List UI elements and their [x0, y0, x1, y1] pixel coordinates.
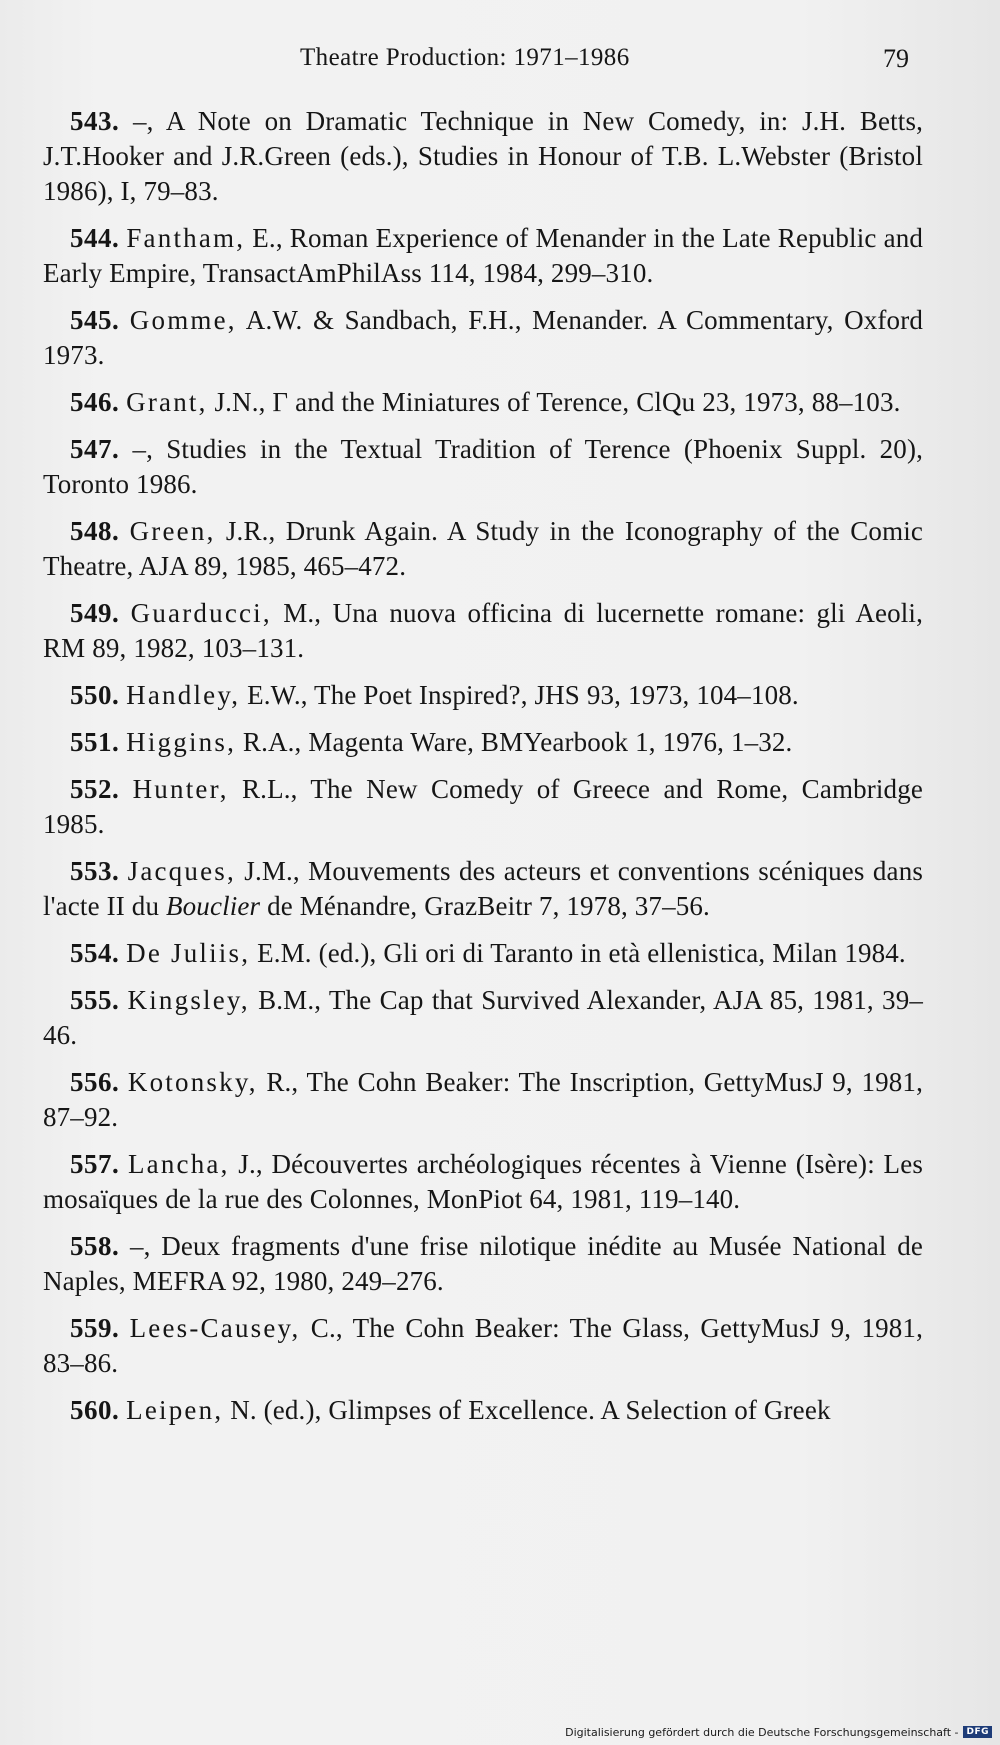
bibliography-entry	[43, 772, 923, 842]
entry-text: E., Roman Experience of Menander in the Late Republic and Early Empire, TransactAmPhilAss 114, 1984, 299–310.	[43, 223, 924, 288]
entry-author: Kotonsky,	[127, 1067, 258, 1097]
digitization-footer	[565, 1723, 992, 1741]
entry-author: Jacques,	[127, 856, 236, 886]
entry-author: Handley,	[126, 680, 241, 710]
entry-number: 550.	[70, 680, 120, 710]
entry-text: C., The Cohn Beaker: The Glass, GettyMusJ 9, 1981, 83–86.	[43, 1313, 923, 1378]
entry-text: A.W. & Sandbach, F.H., Menander. A Commentary, Oxford 1973.	[43, 305, 923, 370]
entry-number: 557.	[70, 1149, 120, 1179]
entry-number: 554.	[70, 938, 120, 968]
bibliography-entry	[43, 1229, 923, 1299]
entry-text: R.A., Magenta Ware, BMYearbook 1, 1976, 1–32.	[242, 727, 793, 757]
entry-author: Lancha,	[127, 1149, 230, 1179]
entry-text-continued: de Ménandre, GrazBeitr 7, 1978, 37–56.	[267, 891, 710, 921]
dfg-logo-icon: DFG	[963, 1726, 992, 1738]
entry-italic-title: Bouclier	[166, 891, 261, 921]
entry-text: J.M., Mouvements des acteurs et conventions scéniques dans l'acte II du	[43, 856, 923, 921]
page-number: 79	[883, 44, 909, 73]
entry-number: 559.	[70, 1313, 120, 1343]
entry-number: 560.	[70, 1395, 120, 1425]
running-title: Theatre Production: 1971–1986	[300, 44, 630, 71]
entry-text: J.R., Drunk Again. A Study in the Iconography of the Comic Theatre, AJA 89, 1985, 465–472.	[43, 516, 924, 581]
entry-number: 545.	[70, 305, 120, 335]
bibliography-entry	[43, 983, 923, 1053]
bibliography-entry	[43, 596, 923, 666]
entry-text: –, Studies in the Textual Tradition of Terence (Phoenix Suppl. 20), Toronto 1986.	[43, 434, 923, 499]
entry-number: 558.	[70, 1231, 120, 1261]
entry-author: Hunter,	[132, 774, 229, 804]
bibliography-entry	[43, 678, 923, 713]
bibliography-entry	[43, 303, 923, 373]
entry-author: Green,	[129, 516, 216, 546]
bibliography-entry	[43, 1065, 923, 1135]
bibliography-entry	[43, 936, 923, 971]
entry-author: Lees-Causey,	[129, 1313, 301, 1343]
entry-text: E.W., The Poet Inspired?, JHS 93, 1973, 104–108.	[247, 680, 799, 710]
entry-text: N. (ed.), Glimpses of Excellence. A Selection of Greek	[230, 1395, 831, 1425]
entry-number: 546.	[70, 387, 120, 417]
bibliography-entry	[43, 725, 923, 760]
entry-author: Fantham,	[126, 223, 246, 253]
entry-number: 544.	[70, 223, 120, 253]
entry-text: J.N., Γ and the Miniatures of Terence, ClQu 23, 1973, 88–103.	[214, 387, 901, 417]
entry-number: 549.	[70, 598, 120, 628]
entry-text: R., The Cohn Beaker: The Inscription, GettyMusJ 9, 1981, 87–92.	[43, 1067, 923, 1132]
entry-text: B.M., The Cap that Survived Alexander, AJA 85, 1981, 39–46.	[43, 985, 923, 1050]
entry-number: 547.	[70, 434, 120, 464]
entry-text: J., Découvertes archéologiques récentes à Vienne (Isère): Les mosaïques de la rue des Colonnes, MonPiot 64, 1981, 119–140.	[43, 1149, 923, 1214]
entry-number: 553.	[70, 856, 120, 886]
entry-text: –, A Note on Dramatic Technique in New Comedy, in: J.H. Betts, J.T.Hooker and J.R.Green (eds.), Studies in Honour of T.B. L.Webster (Bristol 1986), I, 79–83.	[43, 106, 923, 206]
entry-author: Guarducci,	[130, 598, 272, 628]
bibliography-entry	[43, 385, 923, 420]
entry-number: 555.	[70, 985, 120, 1015]
entry-author: Higgins,	[126, 727, 237, 757]
entry-number: 556.	[70, 1067, 120, 1097]
entry-number: 543.	[70, 106, 120, 136]
entry-text: R.L., The New Comedy of Greece and Rome, Cambridge 1985.	[43, 774, 923, 839]
running-head	[0, 44, 1000, 84]
entry-number: 551.	[70, 727, 120, 757]
bibliography-entry	[43, 1147, 923, 1217]
entry-text: –, Deux fragments d'une frise nilotique inédite au Musée National de Naples, MEFRA 92, 1980, 249–276.	[43, 1231, 923, 1296]
bibliography-entry	[43, 514, 923, 584]
entry-author: Grant,	[126, 387, 208, 417]
entry-author: Leipen,	[126, 1395, 224, 1425]
bibliography-entry	[43, 1393, 923, 1428]
bibliography-entry	[43, 221, 923, 291]
footer-credit: Digitalisierung gefördert durch die Deutsche Forschungsgemeinschaft -	[565, 1725, 959, 1739]
entry-text: M., Una nuova officina di lucernette romane: gli Aeoli, RM 89, 1982, 103–131.	[43, 598, 923, 663]
bibliography-entry	[43, 854, 923, 924]
bibliography-entry	[43, 104, 923, 209]
entry-number: 548.	[70, 516, 120, 546]
entry-author: Gomme,	[129, 305, 237, 335]
bibliography-list	[43, 104, 923, 1440]
entry-number: 552.	[70, 774, 120, 804]
entry-text: E.M. (ed.), Gli ori di Taranto in età ellenistica, Milan 1984.	[257, 938, 906, 968]
bibliography-entry	[43, 1311, 923, 1381]
entry-author: Kingsley,	[127, 985, 250, 1015]
bibliography-entry	[43, 432, 923, 502]
entry-author: De Juliis,	[126, 938, 251, 968]
